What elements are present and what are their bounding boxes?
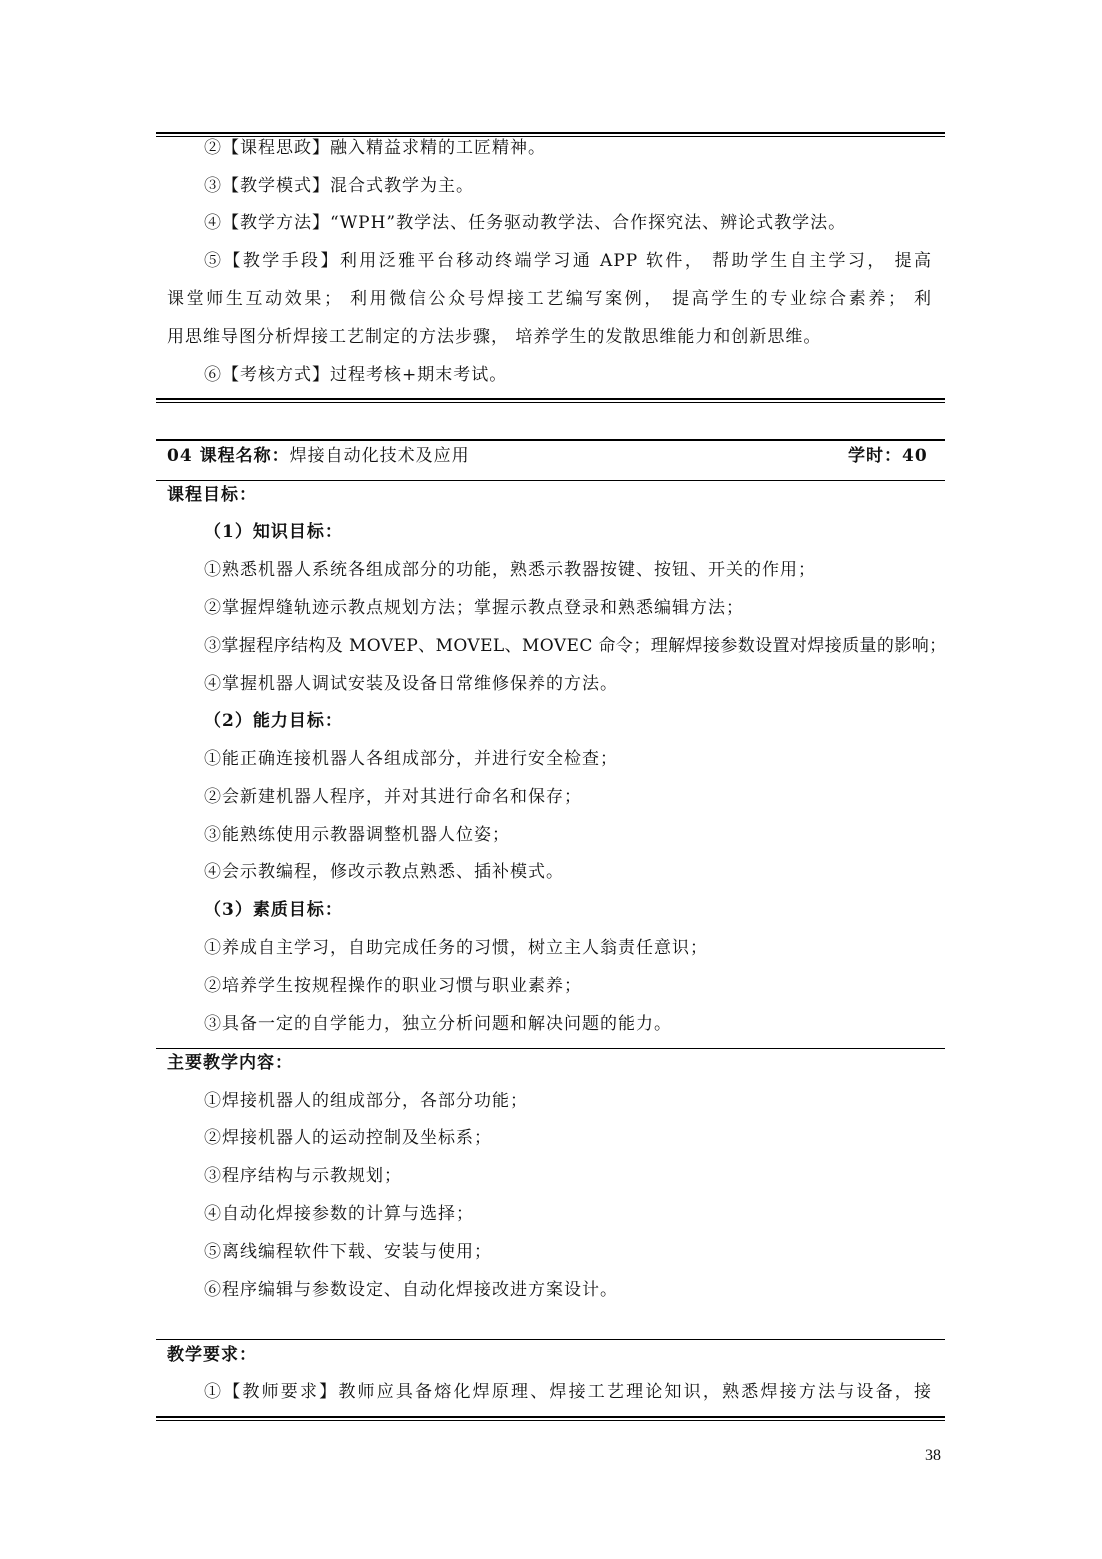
content-item-1: ①焊接机器人的组成部分，各部分功能； xyxy=(204,1091,528,1111)
ability-item-3: ③能熟练使用示教器调整机器人位姿； xyxy=(204,825,510,845)
objectives-heading: 课程目标： xyxy=(167,485,257,505)
quality-item-3: ③具备一定的自学能力，独立分析问题和解决问题的能力。 xyxy=(204,1014,672,1034)
course-hours: 学时：40 xyxy=(848,446,928,466)
content-item-6: ⑥程序编辑与参数设定、自动化焊接改进方案设计。 xyxy=(204,1280,618,1300)
prev-item-5-line3: 用思维导图分析焊接工艺制定的方法步骤， 培养学生的发散思维能力和创新思维。 xyxy=(167,327,822,347)
requirements-bottom-rule xyxy=(156,1416,945,1421)
prev-item-3: ③【教学模式】混合式教学为主。 xyxy=(204,176,474,196)
quality-item-1: ①养成自主学习，自助完成任务的习惯，树立主人翁责任意识； xyxy=(204,938,708,958)
course-label: 04 课程名称： xyxy=(167,446,290,466)
course-top-rule xyxy=(156,439,945,441)
content-item-2: ②焊接机器人的运动控制及坐标系； xyxy=(204,1128,492,1148)
content-item-3: ③程序结构与示教规划； xyxy=(204,1166,402,1186)
content-top-rule xyxy=(156,1048,945,1049)
ability-heading: （2）能力目标： xyxy=(204,711,343,731)
content-heading: 主要教学内容： xyxy=(167,1053,293,1073)
prev-item-5-line2: 课堂师生互动效果； 利用微信公众号焊接工艺编写案例， 提高学生的专业综合素养； 利 xyxy=(167,289,932,309)
course-title xyxy=(167,446,470,466)
ability-item-1: ①能正确连接机器人各组成部分，并进行安全检查； xyxy=(204,749,618,769)
ability-item-2: ②会新建机器人程序，并对其进行命名和保存； xyxy=(204,787,582,807)
course-name: 焊接自动化技术及应用 xyxy=(289,446,470,466)
requirements-heading: 教学要求： xyxy=(167,1345,257,1365)
knowledge-heading: （1）知识目标： xyxy=(204,522,343,542)
content-item-5: ⑤离线编程软件下载、安装与使用； xyxy=(204,1242,492,1262)
prev-item-5-line1: ⑤【教学手段】利用泛雅平台移动终端学习通 APP 软件， 帮助学生自主学习， 提高 xyxy=(204,251,932,271)
knowledge-item-4: ④掌握机器人调试安装及设备日常维修保养的方法。 xyxy=(204,674,618,694)
knowledge-item-1: ①熟悉机器人系统各组成部分的功能，熟悉示教器按键、按钮、开关的作用； xyxy=(204,560,816,580)
requirements-top-rule xyxy=(156,1339,945,1340)
requirements-item-1: ①【教师要求】教师应具备熔化焊原理、焊接工艺理论知识，熟悉焊接方法与设备，接 xyxy=(204,1382,932,1402)
knowledge-item-2: ②掌握焊缝轨迹示教点规划方法；掌握示教点登录和熟悉编辑方法； xyxy=(204,598,744,618)
content-item-4: ④自动化焊接参数的计算与选择； xyxy=(204,1204,474,1224)
prev-item-4: ④【教学方法】“WPH”教学法、任务驱动教学法、合作探究法、辨论式教学法。 xyxy=(204,213,847,233)
page-number: 38 xyxy=(925,1447,941,1464)
quality-heading: （3）素质目标： xyxy=(204,900,343,920)
ability-item-4: ④会示教编程，修改示教点熟悉、插补模式。 xyxy=(204,862,564,882)
prev-item-2: ②【课程思政】融入精益求精的工匠精神。 xyxy=(204,138,546,158)
quality-item-2: ②培养学生按规程操作的职业习惯与职业素养； xyxy=(204,976,582,996)
course-header-rule xyxy=(156,480,945,481)
knowledge-item-3: ③掌握程序结构及 MOVEP、MOVEL、MOVEC 命令；理解焊接参数设置对焊接质量的影响； xyxy=(204,636,947,656)
section-bottom-rule xyxy=(156,398,945,403)
prev-item-6: ⑥【考核方式】过程考核+期末考试。 xyxy=(204,365,508,385)
section-top-rule xyxy=(156,132,945,137)
